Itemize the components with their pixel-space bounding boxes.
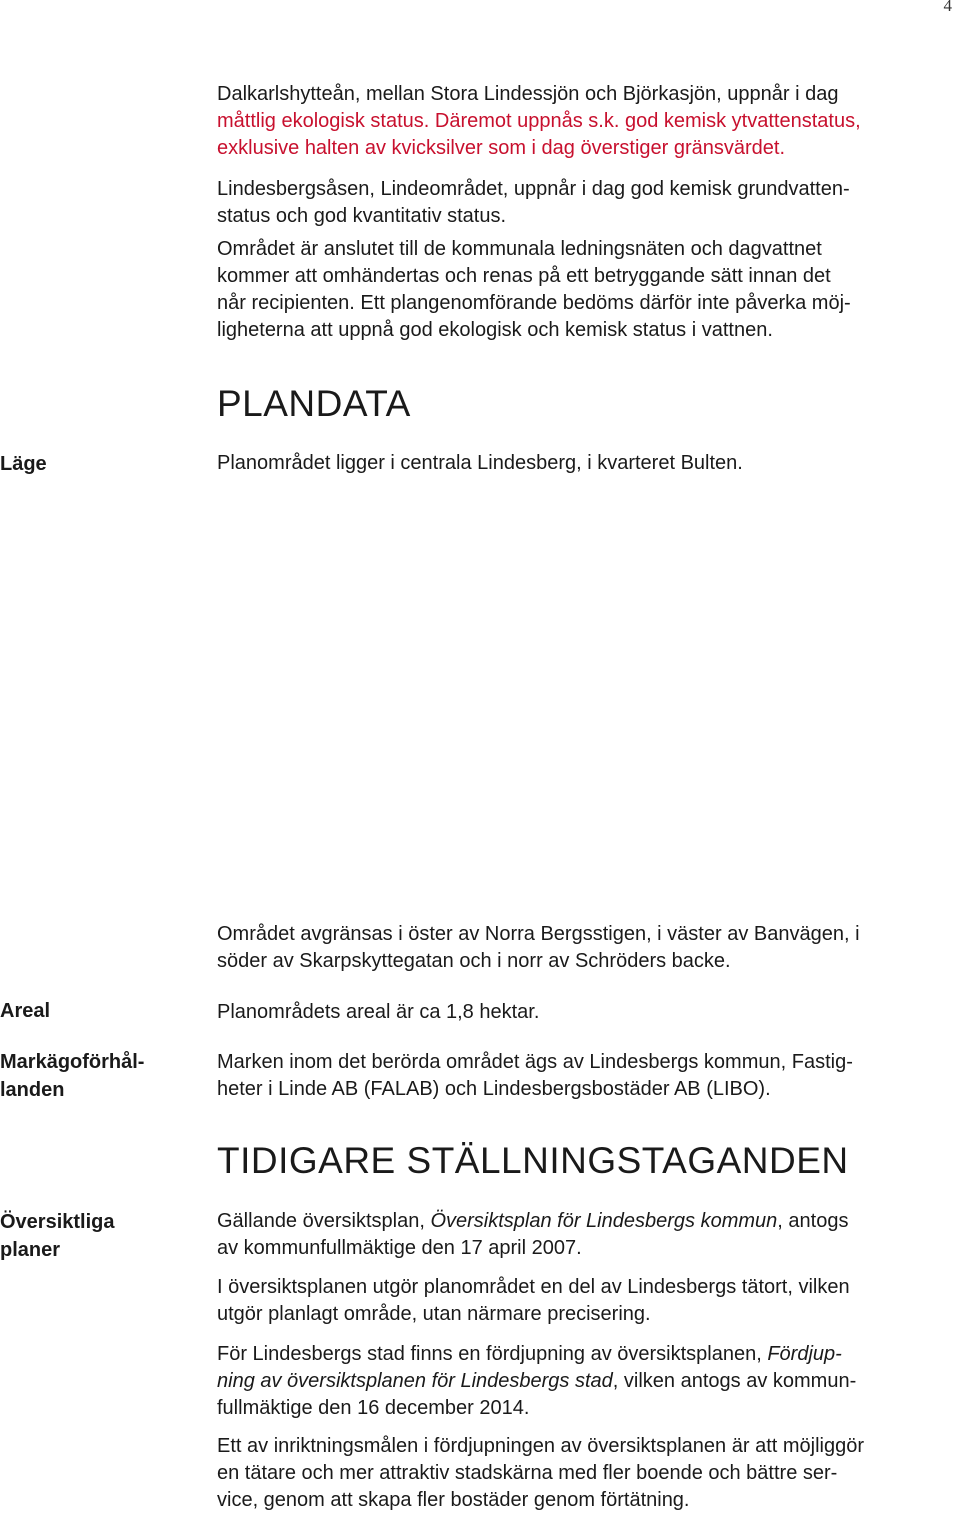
text-line: I översiktsplanen utgör planområdet en del av Lindesbergs tätort, vilken: [217, 1276, 850, 1298]
text-line: heter i Linde AB (FALAB) och Lindesbergsbostäder AB (LIBO).: [217, 1078, 771, 1100]
document-title: Översiktsplan för Lindesbergs kommun: [430, 1210, 778, 1232]
document-title: Fördjup-: [767, 1343, 842, 1365]
section-heading-plandata: PLANDATA: [217, 383, 411, 424]
text-line: Marken inom det berörda området ägs av Lindesbergs kommun, Fastig-: [217, 1051, 853, 1073]
text-line: kommer att omhändertas och renas på ett betryggande sätt innan det: [217, 265, 831, 287]
side-label-lage: Läge: [0, 453, 47, 475]
paragraph-boundary: [217, 921, 957, 975]
text-line: vice, genom att skapa fler bostäder genom förtätning.: [217, 1489, 690, 1511]
paragraph-gallande-oversiktsplan: [217, 1208, 957, 1262]
paragraph-areal: [217, 999, 957, 1026]
side-label-markagoforhallanden: [0, 1048, 200, 1104]
text-line-highlight: måttlig ekologisk status. Däremot uppnås s.k. god kemisk ytvattenstatus,: [217, 110, 861, 132]
text-line: Ett av inriktningsmålen i fördjupningen av översiktsplanen är att möjliggör: [217, 1435, 865, 1457]
text-line: ligheterna att uppnå god ekologisk och kemisk status i vattnen.: [217, 319, 773, 341]
text-line: [217, 1208, 957, 1235]
side-label-areal: Areal: [0, 1000, 51, 1022]
text-line: [217, 1368, 957, 1395]
text-run: , antogs: [777, 1210, 849, 1232]
text-run: Gällande översiktsplan,: [217, 1210, 431, 1232]
paragraph-dagvatten: [217, 236, 957, 344]
text-line: Området är anslutet till de kommunala ledningsnäten och dagvattnet: [217, 238, 822, 260]
label-line: Markägoförhål-: [0, 1051, 145, 1073]
paragraph-dalkarlshyttean: [217, 81, 957, 162]
text-line: Lindesbergsåsen, Lindeområdet, uppnår i dag god kemisk grundvatten-: [217, 178, 850, 200]
text-line: utgör planlagt område, utan närmare precisering.: [217, 1303, 651, 1325]
paragraph-lage: [217, 450, 957, 477]
text-line-highlight: exklusive halten av kvicksilver som i dag överstiger gränsvärdet.: [217, 137, 786, 159]
text-line: fullmäktige den 16 december 2014.: [217, 1397, 530, 1419]
text-run: , vilken antogs av kommun-: [612, 1370, 857, 1392]
paragraph-inriktningsmal: [217, 1433, 957, 1514]
label-line: landen: [0, 1079, 65, 1101]
text-line: [217, 1341, 957, 1368]
page-number: 4: [943, 0, 952, 15]
text-run: För Lindesbergs stad finns en fördjupning av översiktsplanen,: [217, 1343, 768, 1365]
side-label-oversiktliga-planer: [0, 1208, 200, 1264]
paragraph-tatort: [217, 1274, 957, 1328]
paragraph-markagoforhallanden: [217, 1049, 957, 1103]
document-title: ning av översiktsplanen för Lindesbergs stad: [217, 1370, 613, 1392]
text-line: Planområdets areal är ca 1,8 hektar.: [217, 1001, 540, 1023]
label-line: planer: [0, 1239, 61, 1261]
text-line: Området avgränsas i öster av Norra Bergsstigen, i väster av Banvägen, i: [217, 923, 860, 945]
text-line: en tätare och mer attraktiv stadskärna med fler boende och bättre ser-: [217, 1462, 838, 1484]
text-line: status och god kvantitativ status.: [217, 205, 507, 227]
text-line: söder av Skarpskyttegatan och i norr av Schröders backe.: [217, 950, 731, 972]
text-line: Dalkarlshytteån, mellan Stora Lindessjön och Björkasjön, uppnår i dag: [217, 83, 839, 105]
section-heading-tidigare: TIDIGARE STÄLLNINGSTAGANDEN: [217, 1140, 849, 1181]
text-line: når recipienten. Ett plangenomförande bedöms därför inte påverka möj-: [217, 292, 851, 314]
label-line: Översiktliga: [0, 1211, 115, 1233]
paragraph-lindesbergsasen: [217, 176, 957, 230]
paragraph-fordjupning: [217, 1341, 957, 1422]
text-line: av kommunfullmäktige den 17 april 2007.: [217, 1237, 582, 1259]
text-line: Planområdet ligger i centrala Lindesberg, i kvarteret Bulten.: [217, 452, 743, 474]
